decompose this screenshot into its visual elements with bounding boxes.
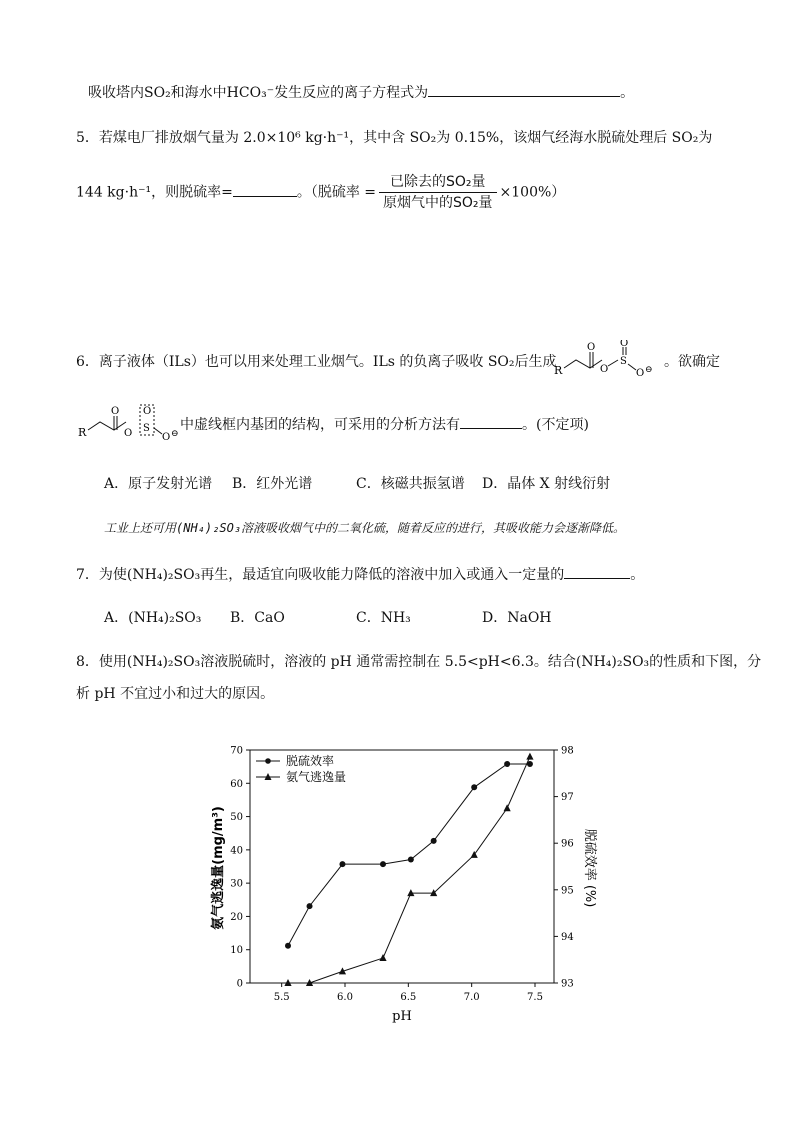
- q8-line2: 析 pH 不宜过小和过大的原因。: [76, 686, 275, 702]
- x-tick-label: 7.5: [527, 992, 543, 1003]
- q7-options: [104, 608, 552, 628]
- left-y-tick-label: 0: [236, 978, 243, 990]
- struct-charge: ⊖: [645, 365, 653, 375]
- q6-line1-text: 6．离子液体（ILs）也可以用来处理工业烟气。ILs 的负离子吸收 SO₂后生成: [76, 354, 557, 370]
- q8-line1: 8．使用(NH₄)₂SO₃溶液脱硫时，溶液的 pH 通常需控制在 5.5<pH<6.3。结合(NH₄)₂SO₃的性质和下图，分: [76, 654, 762, 670]
- q7-line: [76, 564, 644, 585]
- fraction-numerator: 已除去的SO₂量: [379, 172, 497, 193]
- q5-line2-suffix: ×100%）: [499, 184, 566, 201]
- left-y-tick-label: 70: [230, 745, 243, 757]
- q5-line1: 5．若煤电厂排放烟气量为 2.0×10⁶ kg·h⁻¹，其中含 SO₂为 0.15%，该烟气经海水脱硫处理后 SO₂为: [76, 130, 713, 146]
- q7-text: 7．为使(NH₄)₂SO₃再生，最适宜向吸收能力降低的溶液中加入或通入一定量的: [76, 567, 565, 583]
- q6-line1: [76, 352, 557, 372]
- q4-answer-blank[interactable]: [428, 82, 620, 97]
- q6-option-b[interactable]: B．红外光谱: [232, 476, 313, 492]
- q4-tail-line: [88, 82, 634, 103]
- struct-o-carbonyl: O: [587, 342, 596, 353]
- q4-tail-end: 。: [620, 85, 635, 101]
- q7-option-b[interactable]: B．CaO: [230, 610, 285, 626]
- efficiency-point: [285, 943, 291, 949]
- q6-answer-blank[interactable]: [460, 414, 522, 429]
- q6-option-d[interactable]: D．晶体 X 射线衍射: [482, 476, 611, 492]
- left-y-tick-label: 50: [230, 812, 243, 824]
- efficiency-point: [307, 903, 313, 909]
- struct-s: S: [620, 356, 627, 367]
- ammonia-line: [288, 757, 530, 983]
- efficiency-point: [408, 857, 414, 863]
- struct-o-anion: O: [636, 368, 645, 379]
- q7-end: 。: [630, 567, 645, 583]
- q7-option-c[interactable]: C．NH₃: [356, 610, 411, 626]
- q5-line2: [76, 172, 565, 213]
- legend-label-efficiency: 脱硫效率: [286, 754, 335, 768]
- struct2-o-carbonyl: O: [111, 406, 120, 417]
- ph-effect-chart: [0, 720, 794, 1050]
- product-anion-structure: [552, 340, 662, 382]
- efficiency-point: [471, 784, 477, 790]
- q6-line1-end: 。欲确定: [664, 354, 720, 370]
- right-y-tick-label: 97: [561, 792, 574, 804]
- q7-option-a[interactable]: A．(NH₄)₂SO₃: [104, 610, 202, 626]
- struct-o-ester: O: [600, 364, 609, 375]
- q6-line2-end: 。(不定项): [522, 417, 589, 433]
- struct2-o-ester: O: [124, 428, 133, 439]
- left-y-tick-label: 60: [230, 778, 243, 790]
- x-tick-label: 5.5: [273, 992, 290, 1003]
- x-tick-label: 6.5: [400, 992, 417, 1003]
- legend: [256, 753, 346, 784]
- q7-answer-blank[interactable]: [564, 564, 630, 579]
- efficiency-point: [380, 861, 386, 867]
- struct2-o-anion: O: [162, 432, 171, 443]
- q6-options: [104, 474, 610, 494]
- struct2-charge: ⊖: [171, 429, 179, 439]
- struct2-o-sulfinyl: O: [143, 406, 152, 417]
- left-y-tick-label: 30: [230, 878, 243, 890]
- left-y-tick-label: 10: [230, 945, 243, 957]
- right-axis-label: 脱硫效率 (%): [582, 828, 597, 908]
- struct-r-label: R: [554, 364, 563, 377]
- q7-option-d[interactable]: D．NaOH: [482, 610, 552, 626]
- fraction-denominator: 原烟气中的SO₂量: [383, 195, 493, 211]
- q6-line2: [180, 414, 589, 435]
- q6-option-a[interactable]: A．原子发射光谱: [104, 476, 213, 492]
- ammonia-point: [504, 804, 511, 811]
- efficiency-point: [504, 761, 510, 767]
- right-y-tick-label: 96: [561, 838, 574, 850]
- dashed-box-structure: [76, 404, 182, 450]
- struct2-r-label: R: [78, 426, 87, 439]
- desulfurization-rate-fraction: [379, 172, 497, 213]
- x-axis-label: pH: [392, 1009, 412, 1024]
- efficiency-point: [339, 861, 345, 867]
- struct2-s: S: [143, 423, 150, 434]
- right-y-tick-label: 94: [561, 931, 574, 943]
- q5-answer-blank[interactable]: [233, 182, 297, 197]
- q6-option-c[interactable]: C．核磁共振氢谱: [356, 476, 465, 492]
- ammonia-point: [526, 753, 533, 760]
- efficiency-line: [288, 764, 530, 946]
- q6-line2-text: 中虚线框内基团的结构，可采用的分析方法有: [180, 417, 460, 433]
- left-y-tick-label: 20: [230, 911, 243, 923]
- x-tick-label: 6.0: [337, 992, 353, 1003]
- plot-frame: [250, 750, 554, 983]
- q5-line2-prefix: 144 kg·h⁻¹，则脱硫率=: [76, 184, 233, 201]
- x-tick-label: 7.0: [463, 992, 480, 1003]
- efficiency-point: [431, 838, 437, 844]
- q4-tail-text: 吸收塔内SO₂和海水中HCO₃⁻发生反应的离子方程式为: [88, 85, 429, 101]
- legend-circle-marker: [265, 758, 271, 764]
- ammonia-point: [379, 954, 386, 961]
- left-axis-label: 氨气逃逸量(mg/m³): [211, 806, 226, 930]
- struct-o-sulfinyl: O: [620, 340, 629, 349]
- right-y-tick-label: 98: [561, 745, 574, 757]
- q5-line2-mid: 。（脱硫率 =: [296, 184, 377, 201]
- ammonia-point: [407, 889, 414, 896]
- legend-label-ammonia: 氨气逃逸量: [286, 770, 347, 784]
- left-y-tick-label: 40: [230, 845, 243, 857]
- handwritten-note: 工业上还可用(NH₄)₂SO₃溶液吸收烟气中的二氧化硫，随着反应的进行，其吸收能力会逐渐降低。: [104, 521, 626, 535]
- right-y-tick-label: 95: [561, 885, 574, 897]
- right-y-tick-label: 93: [561, 978, 574, 990]
